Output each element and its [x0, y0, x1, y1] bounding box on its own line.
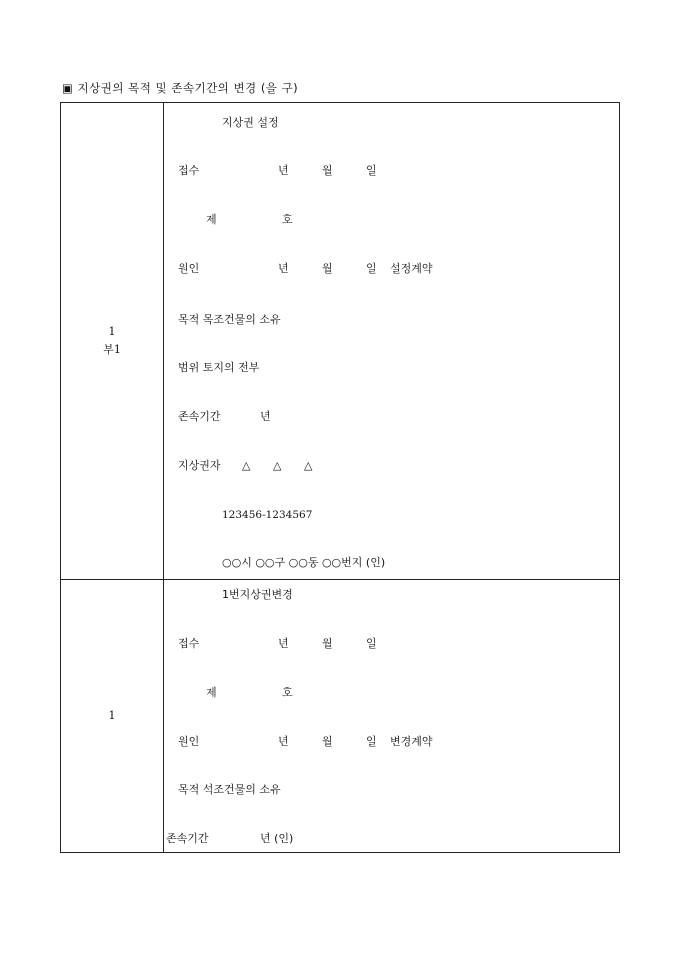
rank-number: 1 [108, 709, 116, 722]
receipt-day: 일 [366, 637, 377, 650]
cause-label: 원인 [178, 262, 200, 275]
registry-table [60, 102, 620, 853]
cause-day: 일 [366, 262, 377, 275]
number-prefix: 제 [206, 213, 217, 226]
holder-id-number: 123456-1234567 [222, 509, 313, 521]
entry-purpose: 1번지상권변경 [222, 588, 293, 601]
duration-unit: 년 [260, 410, 271, 423]
cause-year: 년 [278, 262, 289, 275]
receipt-day: 일 [366, 164, 377, 177]
scope-line: 범위 토지의 전부 [178, 361, 260, 374]
rank-cell [61, 580, 164, 853]
number-suffix: 호 [282, 686, 293, 699]
duration-tail: 년 (인) [260, 832, 294, 845]
receipt-year: 년 [278, 164, 289, 177]
cause-month: 월 [322, 262, 333, 275]
cause-month: 월 [322, 735, 333, 748]
holder-mark: △ [304, 459, 313, 472]
page-heading: ▣ 지상권의 목적 및 존속기간의 변경 (을 구) [62, 81, 299, 95]
holder-mark: △ [273, 459, 282, 472]
rank-number: 1 [108, 325, 116, 338]
objective-line: 목적 석조건물의 소유 [178, 783, 281, 796]
holder-label: 지상권자 [178, 459, 221, 472]
entry-cell [164, 580, 620, 853]
table-row [61, 580, 620, 853]
number-suffix: 호 [282, 213, 293, 226]
receipt-month: 월 [322, 637, 333, 650]
entry-content [164, 580, 619, 852]
receipt-label: 접수 [178, 164, 200, 177]
cause-detail: 변경계약 [390, 735, 433, 748]
table-row [61, 103, 620, 580]
duration-label: 존속기간 [166, 832, 209, 845]
receipt-month: 월 [322, 164, 333, 177]
entry-cell [164, 103, 620, 580]
receipt-year: 년 [278, 637, 289, 650]
objective-line: 목적 목조건물의 소유 [178, 313, 281, 326]
rank-cell [61, 103, 164, 580]
entry-purpose: 지상권 설정 [222, 116, 279, 129]
entry-content [164, 103, 619, 579]
cause-detail: 설정계약 [390, 262, 433, 275]
duration-label: 존속기간 [178, 410, 221, 423]
cause-day: 일 [366, 735, 377, 748]
receipt-label: 접수 [178, 637, 200, 650]
rank-sub-number: 부1 [103, 343, 121, 356]
cause-year: 년 [278, 735, 289, 748]
cause-label: 원인 [178, 735, 200, 748]
holder-address: ○○시 ○○구 ○○동 ○○번지 (인) [222, 556, 386, 569]
holder-mark: △ [242, 459, 251, 472]
number-prefix: 제 [206, 686, 217, 699]
